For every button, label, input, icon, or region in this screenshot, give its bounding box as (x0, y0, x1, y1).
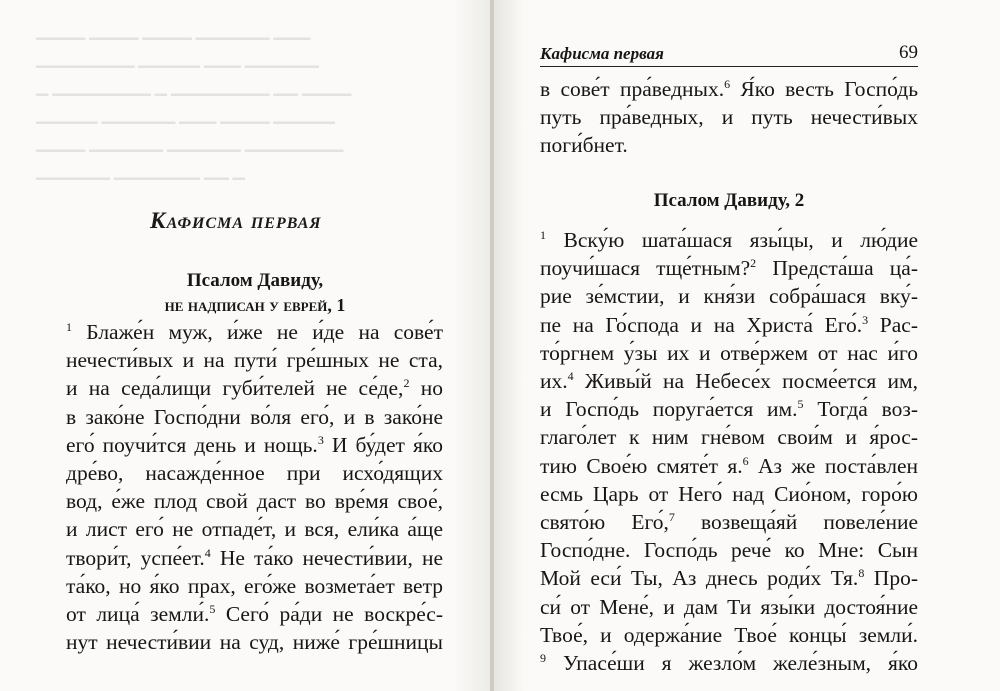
verse-text: Живы́й на Небесе́х посме́ется им, (573, 369, 918, 394)
verse-text: возвеща́яй повеле́ние (674, 510, 918, 535)
running-head (540, 40, 918, 67)
verse-number: 8 (858, 566, 865, 581)
text-line (540, 480, 918, 508)
verse-number: 6 (724, 77, 731, 91)
verse-number: 3 (862, 312, 869, 327)
verse-number: 6 (742, 453, 749, 468)
text-line (540, 131, 918, 159)
text-line (66, 572, 443, 600)
bleed-through-text: ▁▁▁ ▁▁▁▁▁▁ ▁▁▁▁ ▁▁▁▁ ▁▁▁▁ ▁▁▁▁▁▁ ▁▁▁ ▁▁▁▁▁ ▁▁▁▁▁▁▁▁ ▁▁▁▁ ▁▁ ▁▁▁▁▁▁▁▁ ▁ ▁▁▁▁▁▁▁▁ ▁ ▁▁▁▁▁ ▁▁▁▁ ▁▁▁ ▁▁▁▁▁▁ ▁▁▁▁▁ ▁▁▁▁▁▁▁▁ ▁▁▁▁▁▁ ▁▁▁▁▁▁ ▁▁▁▁ ▁ ▁▁ ▁▁▁▁▁▁▁ ▁▁▁▁▁▁ (36, 23, 352, 180)
verse-number: 2 (403, 376, 410, 391)
text-line (540, 75, 918, 103)
verse-text: Про- (864, 566, 918, 591)
verse-number: 1 (66, 320, 72, 334)
verse-text: то́ргнем у́зы их и отве́ржем от нас и́го (540, 340, 918, 365)
text-line (540, 508, 918, 536)
text-line (66, 403, 443, 431)
page-number: 69 (899, 42, 918, 63)
left-page (0, 0, 492, 691)
verse-text: тию Свое́ю смяте́т я. (540, 453, 743, 478)
verse-text: путь пра́ведных, и путь нечести́вых (540, 105, 918, 130)
psalm-1-title-line2: не надписан у еврей, 1 (164, 295, 346, 315)
verse-text: глаго́лет к ним гне́вом свои́м и я́рос- (540, 425, 918, 450)
kathisma-title: Кафисма первая (150, 208, 322, 233)
text-line (540, 311, 918, 339)
verse-text: Госпо́дне. Госпо́дь рече́ ко Мне: Сын (540, 538, 918, 563)
verse-text: Сего́ ра́ди не воскре́с- (215, 602, 443, 627)
text-line (540, 395, 918, 423)
psalm-2-text (540, 226, 918, 677)
verse-text: но (409, 376, 443, 401)
verse-number: 3 (317, 432, 324, 447)
text-line (66, 515, 443, 543)
verse-text: поги́бнет. (540, 133, 628, 158)
verse-text: и лист его́ не отпаде́т, и вся, ели́ка а́ще (66, 517, 443, 542)
verse-text: Предста́ша ца́- (756, 256, 918, 281)
text-line (540, 593, 918, 621)
psalm-1-title (90, 268, 420, 318)
verse-text: от лица́ земли́. (66, 602, 210, 627)
text-line (66, 544, 443, 572)
verse-text: И бу́дет я́ко (323, 432, 443, 457)
verse-number: 5 (209, 602, 216, 617)
running-head-title: Кафисма первая (540, 44, 664, 63)
text-line (66, 459, 443, 487)
verse-number: 9 (540, 651, 546, 666)
text-line (66, 318, 443, 346)
verse-text: си́ от Мене́, и дам Ти язы́ки достоя́ние (540, 594, 918, 619)
psalm-1-title-line1: Псалом Давиду, (186, 270, 324, 291)
verse-text: поучи́шася тще́тным? (540, 256, 751, 281)
verse-number: 4 (204, 545, 211, 560)
verse-text: рие зе́мстии, и кня́зи собра́шася вку́- (540, 284, 918, 309)
verse-text: Тогда́ воз- (803, 397, 918, 422)
verse-text: Аз же поста́влен (748, 453, 918, 478)
verse-number: 1 (540, 228, 546, 242)
text-line (540, 226, 918, 254)
text-line (540, 621, 918, 649)
text-line (540, 452, 918, 480)
verse-number: 7 (668, 510, 675, 525)
text-line (540, 536, 918, 564)
verse-text: Не та́ко нечести́вии, не (210, 545, 443, 570)
verse-text: Упасе́ши я жезло́м желе́зным, я́ко (546, 651, 918, 676)
verse-number: 5 (797, 397, 804, 412)
verse-number: 2 (750, 256, 757, 271)
psalm-1-continuation (540, 75, 918, 160)
psalm-2-title: Псалом Давиду, 2 (653, 190, 805, 211)
verse-text: Мой еси́ Ты, Аз днесь роди́х Тя. (540, 566, 859, 591)
verse-text: вод, е́же плод свой даст во вре́мя свое́, (66, 489, 443, 514)
verse-text: в зако́не Госпо́дни во́ля его́, и в зако́не (66, 404, 443, 429)
verse-text: твори́т, успе́ет. (66, 545, 205, 570)
text-line (540, 423, 918, 451)
verse-text: и Госпо́дь поруга́ется им. (540, 397, 798, 422)
verse-text: и на седа́лищи губи́телей не се́де, (66, 376, 404, 401)
text-line (540, 339, 918, 367)
verse-text: свято́ю Его́, (540, 510, 669, 535)
text-line (540, 103, 918, 131)
verse-text: Рас- (868, 312, 918, 337)
verse-text: нут нечести́вии на суд, ниже́ гре́шницы (66, 630, 443, 655)
text-line (66, 346, 443, 374)
text-line (540, 282, 918, 310)
verse-text: Твое́, и одержа́ние Твое́ концы́ земли́. (540, 622, 918, 647)
verse-text: дре́во, насажде́нное при исхо́дящих (66, 461, 443, 486)
verse-text: нечести́вых и на пути́ гре́шных не ста, (66, 348, 443, 373)
verse-text: его́ поучи́тся день и нощь. (66, 432, 318, 457)
verse-number: 4 (567, 369, 574, 384)
verse-text: их. (540, 369, 568, 394)
text-line (66, 600, 443, 628)
text-line (66, 487, 443, 515)
text-line (540, 649, 918, 677)
verse-text: есмь Царь от Него́ над Сио́ном, горо́ю (540, 481, 918, 506)
text-line (66, 628, 443, 656)
psalm-1-text (66, 318, 443, 656)
verse-text: та́ко, но я́ко прах, его́же возмета́ет ветр (66, 573, 443, 598)
text-line (540, 564, 918, 592)
verse-text: пе на Го́спода и на Христа́ Его́. (540, 312, 863, 337)
verse-text: в сове́т пра́ведных. (540, 77, 725, 101)
text-line (66, 374, 443, 402)
text-line (540, 367, 918, 395)
text-line (66, 431, 443, 459)
verse-text: Вску́ю шата́шася язы́цы, и лю́дие (546, 228, 918, 252)
verse-text: Блаже́н муж, и́же не и́де на сове́т (72, 320, 443, 344)
verse-text: Я́ко весть Госпо́дь (730, 77, 918, 101)
text-line (540, 254, 918, 282)
